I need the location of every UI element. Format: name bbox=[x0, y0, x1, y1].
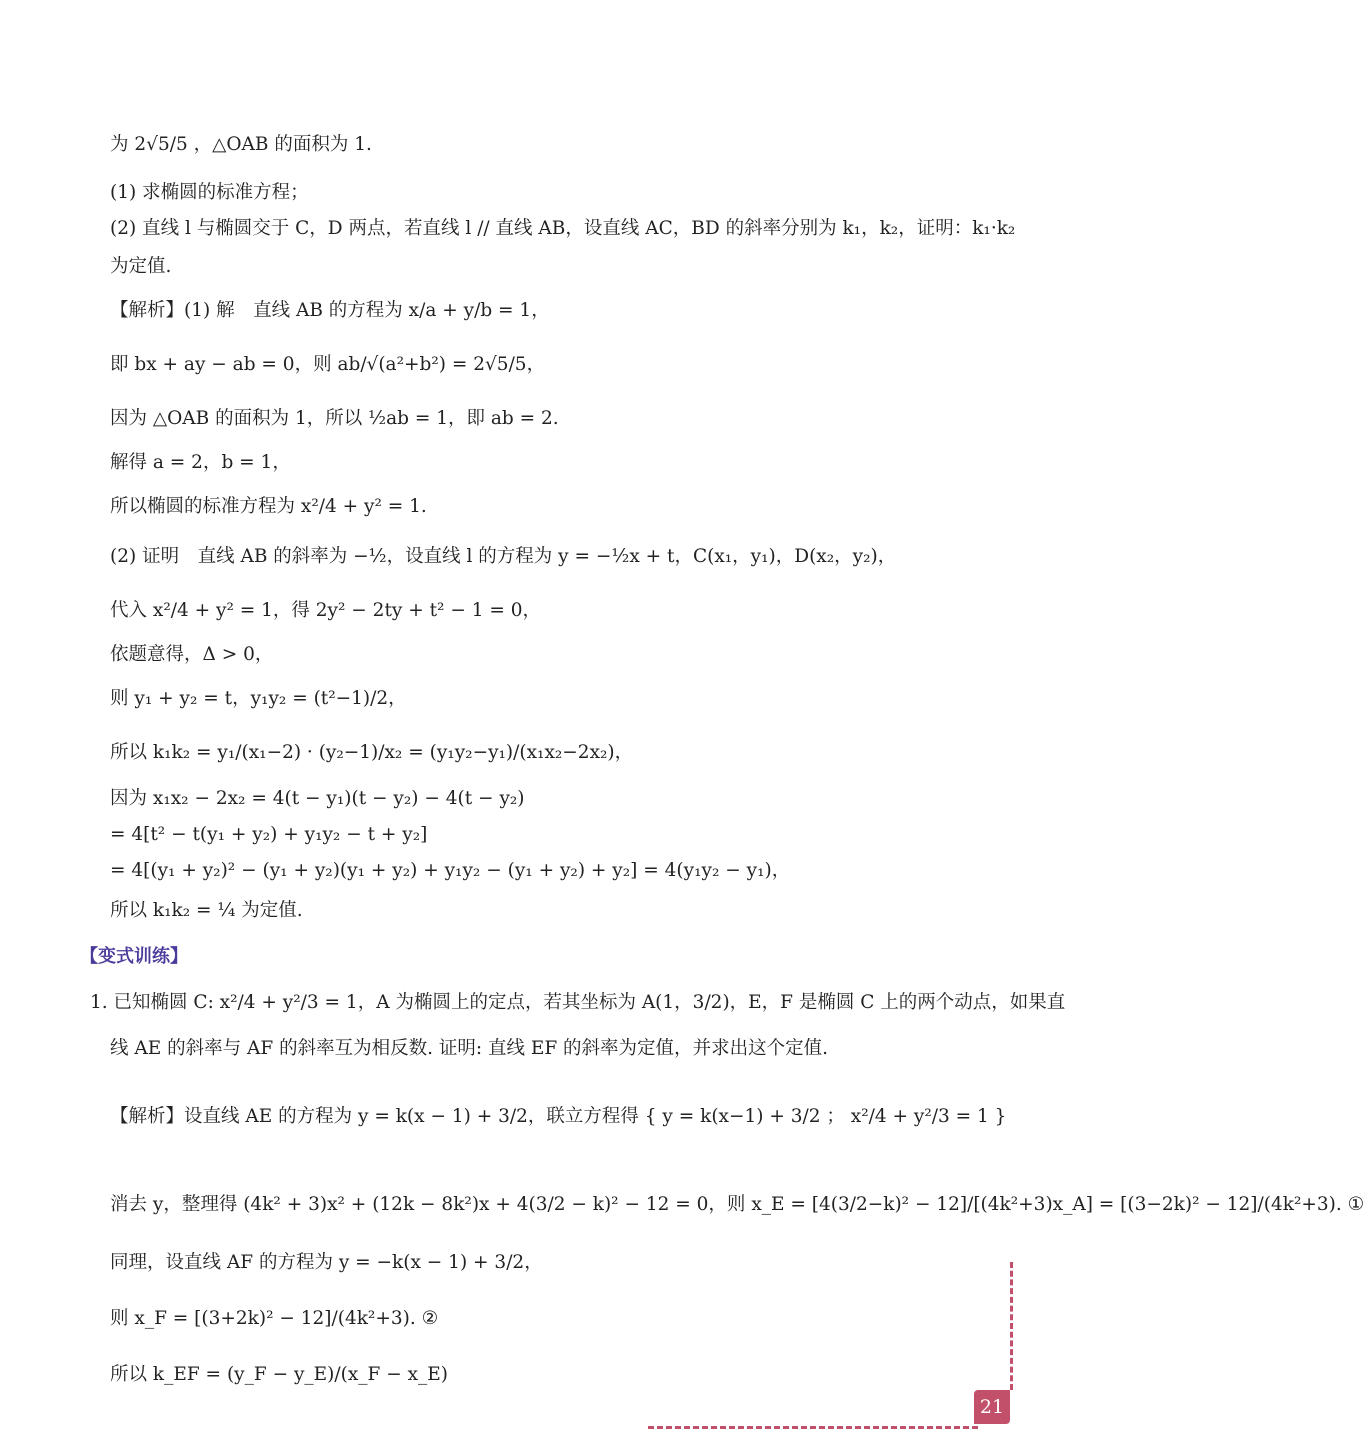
text-line-l9: 所以椭圆的标准方程为 x²/4 + y² = 1. bbox=[110, 496, 427, 517]
decorative-dashed-border-horizontal bbox=[648, 1426, 978, 1429]
text-line-l17: = 4[(y₁ + y₂)² − (y₁ + y₂)(y₁ + y₂) + y₁y₂ − (y₁ + y₂) + y₂] = 4(y₁y₂ − y₁)， bbox=[110, 860, 791, 881]
section-label-variant-training: 【变式训练】 bbox=[80, 946, 188, 967]
text-line-l25: 则 x_F = [(3+2k)² − 12]/(4k²+3). ② bbox=[110, 1308, 439, 1329]
text-line-l26: 所以 k_EF = (y_F − y_E)/(x_F − x_E) bbox=[110, 1364, 449, 1385]
text-line-l6: 即 bx + ay − ab = 0，则 ab/√(a²+b²) = 2√5/5， bbox=[110, 354, 546, 375]
text-line-l3: (2) 直线 l 与椭圆交于 C，D 两点，若直线 l // 直线 AB，设直线 AC，BD 的斜率分别为 k₁，k₂，证明：k₁·k₂ bbox=[110, 218, 1016, 239]
text-line-l4: 为定值. bbox=[110, 256, 172, 277]
text-line-l18: 所以 k₁k₂ = ¼ 为定值. bbox=[110, 900, 303, 921]
text-line-l22: 【解析】设直线 AE 的方程为 y = k(x − 1) + 3/2，联立方程得 { y = k(x−1) + 3/2 ； x²/4 + y²/3 = 1 } bbox=[110, 1106, 1007, 1127]
text-line-l13: 则 y₁ + y₂ = t，y₁y₂ = (t²−1)/2， bbox=[110, 688, 407, 709]
text-line-l10: (2) 证明 直线 AB 的斜率为 −½，设直线 l 的方程为 y = −½x + t，C(x₁，y₁)，D(x₂，y₂)， bbox=[110, 546, 897, 567]
text-line-l5: 【解析】(1) 解 直线 AB 的方程为 x/a + y/b = 1， bbox=[110, 300, 550, 321]
text-line-l16: = 4[t² − t(y₁ + y₂) + y₁y₂ − t + y₂] bbox=[110, 824, 428, 845]
text-line-l2: (1) 求椭圆的标准方程； bbox=[110, 182, 309, 203]
text-line-l23: 消去 y，整理得 (4k² + 3)x² + (12k − 8k²)x + 4(3/2 − k)² − 12 = 0，则 x_E = [4(3/2−k)² − 12]/[(4k²+3)x_A] = [(3−2k)² − 12]/(4k²+3). ① bbox=[110, 1194, 1364, 1215]
text-line-l15: 因为 x₁x₂ − 2x₂ = 4(t − y₁)(t − y₂) − 4(t − y₂) bbox=[110, 788, 525, 809]
text-line-l11: 代入 x²/4 + y² = 1，得 2y² − 2ty + t² − 1 = 0， bbox=[110, 600, 542, 621]
text-line-l20: 1. 已知椭圆 C: x²/4 + y²/3 = 1，A 为椭圆上的定点，若其坐标为 A(1，3/2)，E，F 是椭圆 C 上的两个动点，如果直 bbox=[90, 992, 1066, 1013]
text-line-l8: 解得 a = 2，b = 1， bbox=[110, 452, 291, 473]
text-line-l7: 因为 △OAB 的面积为 1，所以 ½ab = 1，即 ab = 2. bbox=[110, 408, 559, 429]
text-line-l12: 依题意得，Δ > 0， bbox=[110, 644, 274, 665]
text-line-l14: 所以 k₁k₂ = y₁/(x₁−2) · (y₂−1)/x₂ = (y₁y₂−y₁)/(x₁x₂−2x₂)， bbox=[110, 742, 634, 763]
text-line-l21: 线 AE 的斜率与 AF 的斜率互为相反数. 证明: 直线 EF 的斜率为定值，并求出这个定值. bbox=[110, 1038, 828, 1059]
decorative-dashed-border-vertical bbox=[1010, 1262, 1013, 1390]
text-line-l24: 同理，设直线 AF 的方程为 y = −k(x − 1) + 3/2， bbox=[110, 1252, 543, 1273]
text-line-l1: 为 2√5/5 ，△OAB 的面积为 1. bbox=[110, 134, 372, 155]
page-number: 21 bbox=[974, 1390, 1010, 1424]
